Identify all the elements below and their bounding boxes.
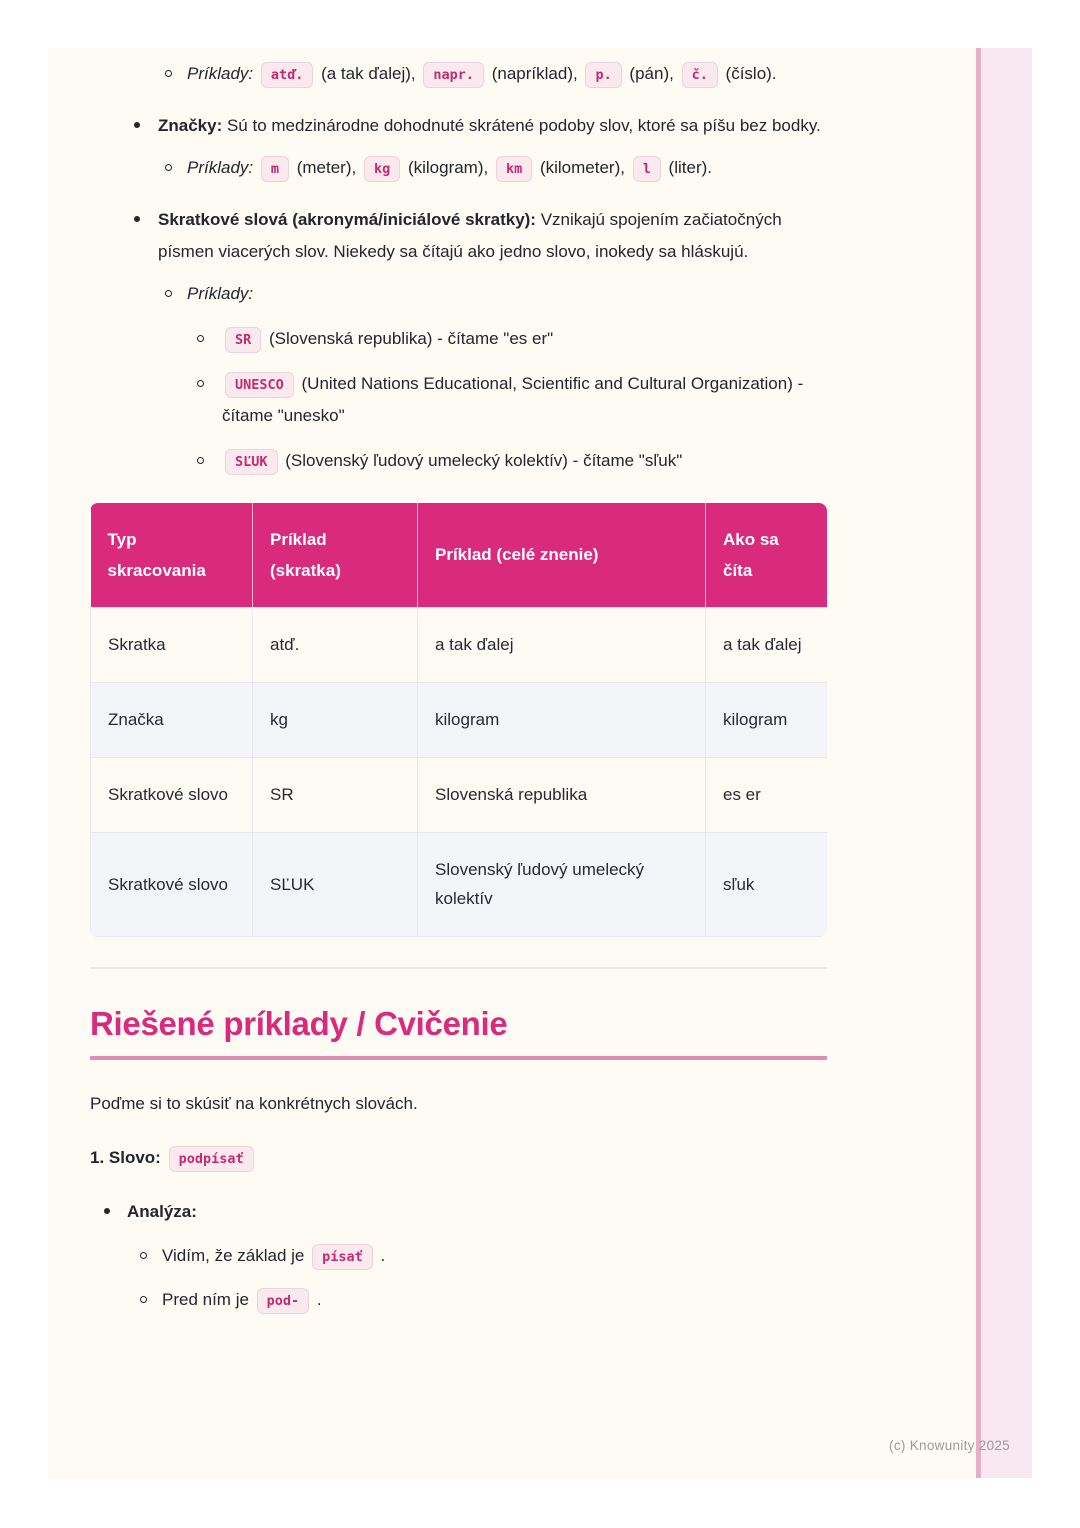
text-run: (kilometer), [535, 157, 630, 177]
list-item-text [158, 110, 827, 142]
abbreviation-table-wrap [90, 503, 827, 938]
bullet-circle-marker [165, 290, 172, 297]
exercise-item-label: 1. Slovo: [90, 1147, 161, 1167]
text-run: . [375, 1245, 386, 1265]
code-chip: SĽUK [225, 449, 278, 475]
table-cell: atď. [253, 608, 418, 683]
text-run: (a tak ďalej), [316, 64, 421, 83]
table-cell: a tak ďalej [706, 608, 828, 683]
code-chip: l [633, 156, 661, 182]
table-cell: SĽUK [253, 832, 418, 937]
code-chip: atď. [261, 62, 314, 88]
bullet-circle-marker [165, 70, 172, 77]
text-run: Vznikajú spojením začiatočných písmen viacerých slov. Niekedy sa čítajú ako jedno slovo, inokedy sa hláskujú. [158, 209, 782, 261]
list-item [90, 278, 827, 310]
list-item [90, 1240, 827, 1272]
table-header-cell: Príklad (skratka) [253, 503, 418, 608]
text-run: Pred ním je [162, 1289, 254, 1309]
bullet-disc-marker [134, 216, 140, 222]
text-run: (kilogram), [403, 157, 493, 177]
table-cell: Slovenský ľudový umelecký kolektív [418, 832, 706, 937]
list-item [90, 445, 827, 477]
bullet-disc-marker [134, 122, 140, 128]
italic-label: Príklady: [187, 157, 258, 177]
list-item-text [222, 323, 827, 355]
table-cell: kg [253, 683, 418, 758]
text-run: (Slovenská republika) - čítame "es er" [264, 328, 554, 348]
text-run: (United Nations Educational, Scientific and Cultural Organization) - čítame "unesko" [222, 373, 804, 425]
list-item [90, 152, 827, 184]
list-item-text [187, 152, 827, 184]
list-item [90, 58, 827, 90]
bullet-disc-marker [104, 1208, 110, 1214]
code-chip: podpísať [169, 1146, 254, 1172]
code-chip: pod- [257, 1288, 310, 1314]
text-run: (pán), [624, 64, 679, 83]
list-item-text [127, 1196, 827, 1228]
code-chip: p. [585, 62, 621, 88]
table-cell: Skratkové slovo [91, 757, 253, 832]
bullet-circle-marker [140, 1296, 147, 1303]
list-item-text [187, 278, 827, 310]
document-card [48, 48, 1032, 1478]
table-cell: Značka [91, 683, 253, 758]
list-item [90, 1196, 827, 1228]
table-cell: Skratkové slovo [91, 832, 253, 937]
italic-label: Príklady: [187, 64, 258, 83]
analysis-list [90, 1196, 827, 1316]
list-item [90, 1284, 827, 1316]
exercise-intro: Poďme si to skúsiť na konkrétnych slovách. [90, 1094, 418, 1114]
right-pink-stripe [976, 48, 1032, 1478]
code-chip: písať [312, 1244, 373, 1270]
list-item [90, 368, 827, 432]
bold-text: Skratkové slová (akronymá/iniciálové skratky): [158, 209, 536, 229]
abbreviation-types-list [90, 58, 827, 477]
code-chip: UNESCO [225, 372, 294, 398]
italic-label: Príklady: [187, 283, 254, 303]
table-header-cell: Typ skracovania [91, 503, 253, 608]
text-run: (meter), [292, 157, 361, 177]
list-item-text [158, 204, 827, 268]
table-cell: a tak ďalej [418, 608, 706, 683]
text-run: (číslo). [720, 64, 777, 83]
table-header-row [91, 503, 828, 608]
watermark: (c) Knowunity 2025 [889, 1438, 1010, 1453]
text-run: (napríklad), [487, 64, 583, 83]
document-content [90, 58, 827, 1316]
table-row [91, 683, 828, 758]
list-item [90, 110, 827, 142]
table-row [91, 608, 828, 683]
section-divider [90, 967, 827, 969]
code-chip: kg [364, 156, 400, 182]
list-item-text [187, 58, 827, 90]
list-item [90, 323, 827, 355]
text-run: . [312, 1289, 322, 1309]
bullet-circle-marker [197, 380, 204, 387]
bold-text: Analýza: [127, 1201, 197, 1221]
abbreviation-table [90, 503, 827, 938]
table-cell: SR [253, 757, 418, 832]
bold-text: Značky: [158, 115, 223, 135]
list-item-text [162, 1240, 827, 1272]
exercise-item-1 [90, 1142, 827, 1174]
table-row [91, 832, 828, 937]
code-chip: SR [225, 327, 261, 353]
section-heading: Riešené príklady / Cvičenie [90, 1005, 827, 1060]
code-chip: č. [682, 62, 718, 88]
bullet-circle-marker [140, 1252, 147, 1259]
list-item [90, 204, 827, 268]
table-cell: es er [706, 757, 828, 832]
code-chip: napr. [423, 62, 484, 88]
bullet-circle-marker [165, 164, 172, 171]
text-run: Sú to medzinárodne dohodnuté skrátené podoby slov, ktoré sa píšu bez bodky. [222, 115, 821, 135]
text-run: Vidím, že základ je [162, 1245, 310, 1265]
table-header-cell: Ako sa číta [706, 503, 828, 608]
table-cell: Slovenská republika [418, 757, 706, 832]
table-cell: kilogram [418, 683, 706, 758]
list-item-text [222, 368, 827, 432]
text-run: (liter). [663, 157, 712, 177]
table-header-cell: Príklad (celé znenie) [418, 503, 706, 608]
table-cell: sľuk [706, 832, 828, 937]
list-item-text [222, 445, 827, 477]
text-run: (Slovenský ľudový umelecký kolektív) - čítame "sľuk" [280, 450, 683, 470]
code-chip: m [261, 156, 289, 182]
bullet-circle-marker [197, 457, 204, 464]
table-row [91, 757, 828, 832]
code-chip: km [496, 156, 532, 182]
bullet-circle-marker [197, 335, 204, 342]
list-item-text [162, 1284, 827, 1316]
table-cell: Skratka [91, 608, 253, 683]
table-cell: kilogram [706, 683, 828, 758]
